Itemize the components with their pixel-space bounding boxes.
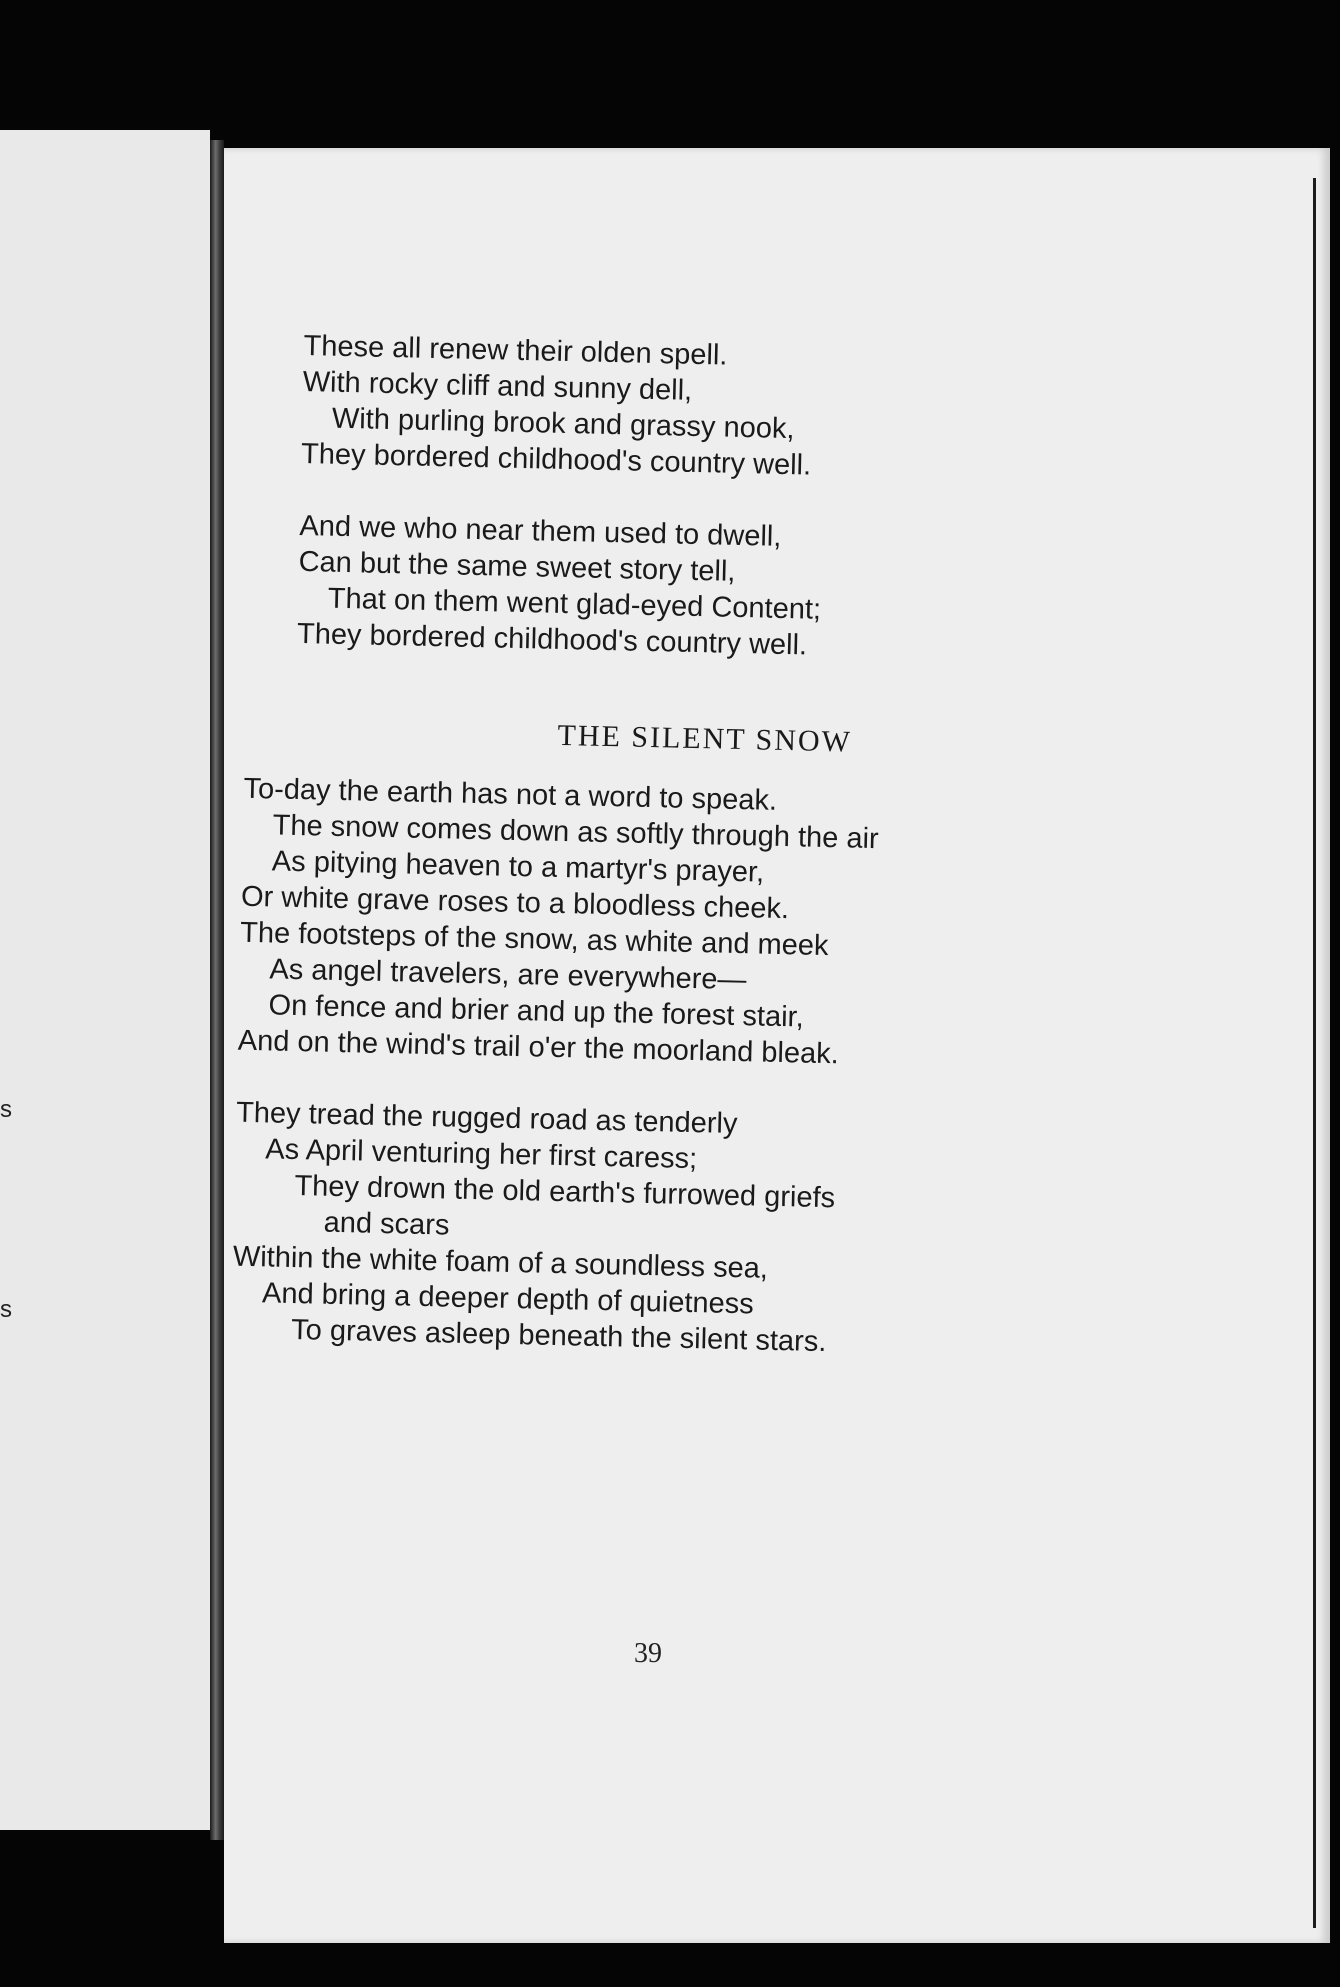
stanza-1 <box>301 328 1184 492</box>
verse-line: And we who near them used to dwell, <box>299 509 782 553</box>
verse-line: Can but the same sweet story tell, <box>298 545 736 588</box>
verse-line: As angel travelers, are everywhere— <box>269 953 747 997</box>
verse-line: On fence and brier and up the forest stair, <box>268 989 805 1034</box>
verse-line: The snow comes down as softly through the air <box>272 809 880 856</box>
verse-line: To graves asleep beneath the silent stars. <box>290 1313 827 1359</box>
left-page <box>0 130 210 1830</box>
verse-line: The footsteps of the snow, as white and meek <box>239 916 829 963</box>
page-number: 39 <box>634 1638 662 1669</box>
verse-line: And on the wind's trail o'er the moorland bleak. <box>237 1024 840 1071</box>
left-page-edge-char: s <box>0 1096 12 1123</box>
stanza-2 <box>297 508 1180 672</box>
verse-line: As pitying heaven to a martyr's prayer, <box>271 845 765 889</box>
stanza-4 <box>231 1095 1166 1368</box>
right-page <box>224 148 1330 1943</box>
verse-line: With rocky cliff and sunny dell, <box>302 365 693 407</box>
verse-line: That on them went glad-eyed Content; <box>327 582 822 626</box>
verse-line: and scars <box>323 1206 450 1242</box>
left-page-edge-char: s <box>0 1296 12 1323</box>
verse-line: And bring a deeper depth of quietness <box>261 1277 755 1321</box>
verse-line: Within the white foam of a soundless sea, <box>232 1240 769 1285</box>
poem-text <box>232 328 1184 1404</box>
verse-line: Or white grave roses to a bloodless cheek. <box>240 880 790 926</box>
verse-line: They tread the rugged road as tenderly <box>235 1096 738 1141</box>
verse-line: With purling brook and grassy nook, <box>331 402 795 446</box>
verse-line: To-day the earth has not a word to speak. <box>243 772 778 817</box>
page-edge-rule <box>1313 178 1316 1928</box>
stanza-3 <box>237 771 1173 1080</box>
verse-line: As April venturing her first caress; <box>264 1133 698 1176</box>
verse-line: They bordered childhood's country well. <box>296 617 808 662</box>
poem-body <box>231 771 1174 1368</box>
verse-line: These all renew their olden spell. <box>303 329 728 372</box>
verse-line: They drown the old earth's furrowed griefs <box>294 1170 836 1215</box>
poem-title: THE SILENT SNOW <box>557 718 853 759</box>
book-gutter <box>210 140 224 1840</box>
verse-line: They bordered childhood's country well. <box>300 437 812 482</box>
